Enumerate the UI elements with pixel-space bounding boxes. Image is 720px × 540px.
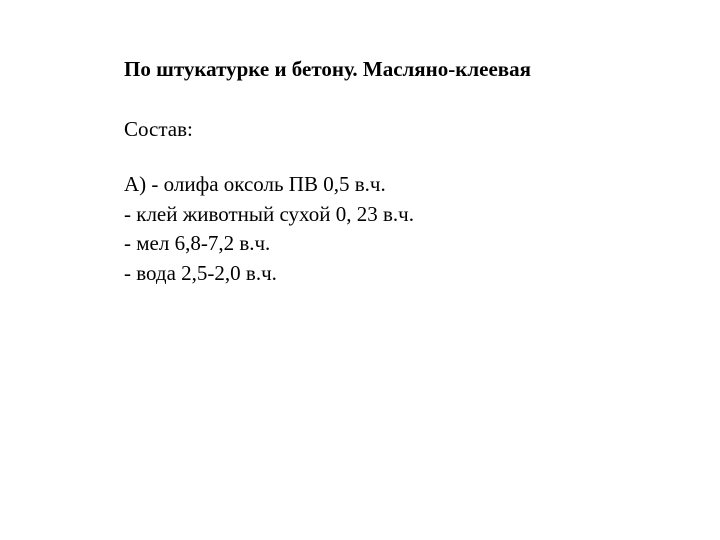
composition-line: - мел 6,8-7,2 в.ч. [124,231,271,255]
document-title: По штукатурке и бетону. Масляно-клеевая [124,57,531,81]
composition-line: - клей животный сухой 0, 23 в.ч. [124,201,414,226]
composition-line: А) - олифа оксоль ПВ 0,5 в.ч. [124,172,386,196]
composition-list [124,170,414,288]
composition-label: Состав: [124,117,193,141]
composition-line: - вода 2,5-2,0 в.ч. [124,260,277,285]
